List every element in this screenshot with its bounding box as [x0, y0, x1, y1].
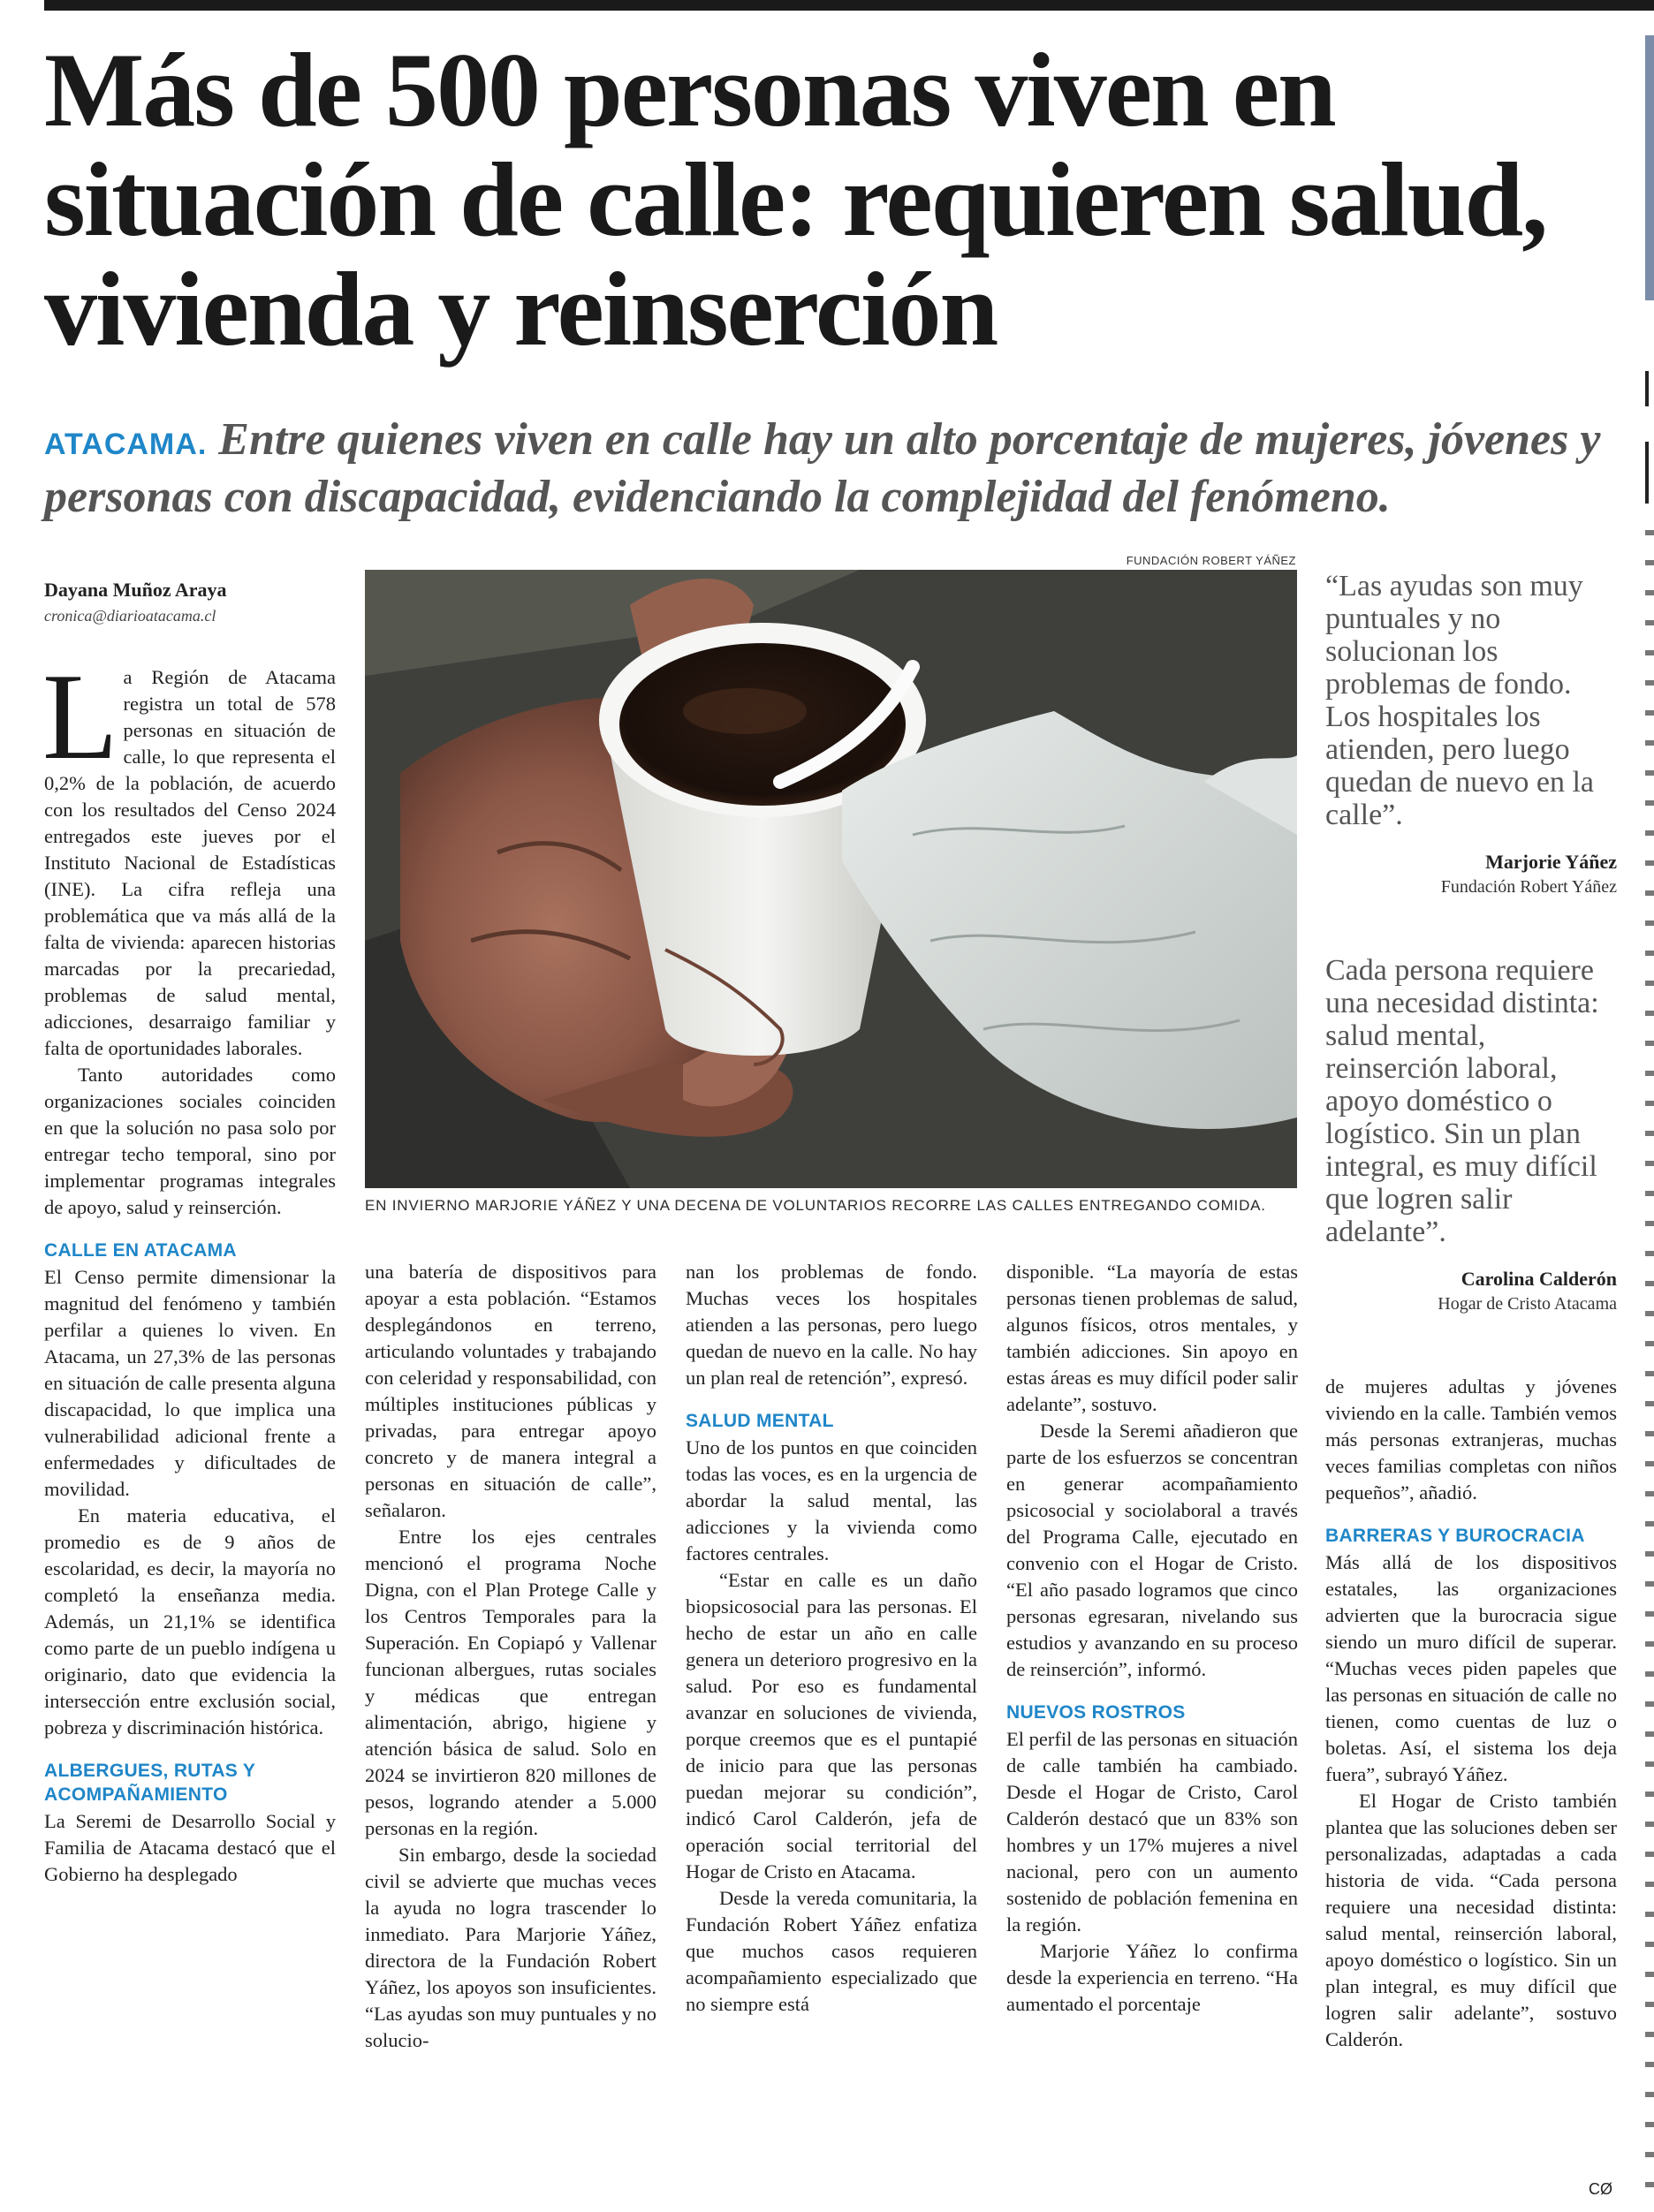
section-heading: SALUD MENTAL [686, 1411, 834, 1431]
article-paragraph: El perfil de las personas en situación de calle también ha cambiado. Desde el Hogar de Cristo, Carol Calderón destacó que un 83% son hombres y un 17% mujeres a nivel nacional, pero con un aumento sostenido de población femenina en la región. [1006, 1728, 1298, 1936]
pull-quote-name: Carolina Calderón [1461, 1268, 1617, 1290]
author-email: cronica@diarioatacama.cl [44, 607, 216, 625]
section-heading: ALBERGUES, RUTAS Y ACOMPAÑAMIENTO [44, 1761, 255, 1805]
article-paragraph: “Estar en calle es un daño biopsicosocial para las personas. El hecho de estar un año en calle genera un deterioro progresivo en la salud. Por eso es fundamental avanzar en soluciones de vivienda, porque creemos que es el puntapié de inicio para que las personas puedan mejorar su condición”, indicó Carol Calderón, jefa de operación social territorial del Hogar de Cristo en Atacama. [686, 1569, 977, 1882]
article-paragraph: disponible. “La mayoría de estas personas tienen problemas de salud, algunos físicos, otros mentales, y también adicciones. Sin apoyo en estas áreas es muy difícil poder salir adelante”, sostuvo. [1006, 1261, 1298, 1415]
photo-credit: FUNDACIÓN ROBERT YÁÑEZ [1126, 554, 1296, 567]
article-paragraph: Desde la Seremi añadieron que parte de los esfuerzos se concentran en generar acompañamiento psicosocial y sociolaboral a través del Programa Calle, ejecutado en convenio con el Hogar de Cristo. “El año pasado logramos que cinco personas egresaran, nivelando sus estudios y avanzando en su proceso de reinserción”, informó. [1006, 1420, 1298, 1680]
subhead [44, 413, 1635, 524]
pull-quote-text: “Las ayudas son muy puntuales y no solucionan los problemas de fondo. Los hospitales los atienden, pero luego quedan de nuevo en la calle”. [1325, 570, 1594, 831]
article-paragraph: Sin embargo, desde la sociedad civil se advierte que muchas veces la ayuda no logra trascender lo inmediato. Para Marjorie Yáñez, directora de la Fundación Robert Yáñez, los apoyos son insuficientes. “Las ayudas son muy puntuales y no solucio- [365, 1844, 656, 2051]
headline: Más de 500 personas viven en situación de calle: requieren salud, vivienda y reinserción [44, 31, 1547, 367]
pull-quote-org: Fundación Robert Yáñez [1440, 877, 1617, 897]
article-column-2 [365, 1259, 656, 2054]
article-paragraph: de mujeres adultas y jóvenes viviendo en la calle. También vemos más personas extranjeras, muchas veces familias completas con niños pequeños”, añadió. [1325, 1375, 1617, 1504]
article-paragraph: Más allá de los dispositivos estatales, las organizaciones advierten que la burocracia sigue siendo un muro difícil de superar. “Muchas veces piden papeles que las personas en situación de calle no tienen, como cuentas de luz o boletas. Así, el sistema los deja fuera”, subrayó Yáñez. [1325, 1551, 1617, 1785]
article-paragraph: El Hogar de Cristo también plantea que las soluciones deben ser personalizadas, adaptadas a cada historia de vida. “Cada persona requiere una necesidad distinta: salud mental, reinserción laboral, apoyo doméstico o logístico. Sin un plan integral, es muy difícil que logren salir adelante”, sostuvo Calderón. [1325, 1790, 1617, 2050]
hand-holding-cup-image [365, 570, 1297, 1188]
article-photo [365, 570, 1297, 1188]
subhead-kicker: ATACAMA. [44, 428, 208, 461]
pull-quote-yanez [1325, 570, 1617, 898]
adjacent-page-edge [1645, 35, 1654, 2191]
article-paragraph: La Región de Atacama registra un total de 578 personas en situación de calle, lo que representa el 0,2% de la población, de acuerdo con los resultados del Censo 2024 entregados este jueves por el Instituto Nacional de Estadísticas (INE). La cifra refleja una problemática que va más allá de la falta de vivienda: aparecen historias marcadas por la precariedad, problemas de salud mental, adicciones, desarraigo familiar y falta de oportunidades laborales. [42, 648, 336, 1059]
section-heading: NUEVOS ROSTROS [1006, 1702, 1186, 1723]
article-paragraph: Desde la vereda comunitaria, la Fundación Robert Yáñez enfatiza que muchos casos requieren acompañamiento especializado que no siempre está [686, 1887, 977, 2015]
pull-quote-text: Cada persona requiere una necesidad distinta: salud mental, reinserción laboral, apoyo doméstico o logístico. Sin un plan integral, es muy difícil que logren salir adelante”. [1325, 954, 1599, 1248]
article-paragraph: Uno de los puntos en que coinciden todas las voces, es en la urgencia de abordar la salud mental, las adicciones y la vivienda como factores centrales. [686, 1436, 977, 1564]
article-paragraph: En materia educativa, el promedio es de 9 años de escolaridad, es decir, la mayoría no completó la enseñanza media. Además, un 21,1% se identifica como parte de un pueblo indígena u originario, dato que evidencia la intersección entre exclusión social, pobreza y discriminación histórica. [44, 1504, 336, 1739]
end-mark: CØ [1589, 2180, 1612, 2198]
article-paragraph: una batería de dispositivos para apoyar a esta población. “Estamos desplegándonos en terreno, articulando voluntades y trabajando con celeridad y responsabilidad, con múltiples instituciones públicas y privadas, para entregar apoyo concreto y de manera integral a personas en situación de calle”, señalaron. [365, 1261, 656, 1521]
drop-cap: L [42, 648, 118, 785]
article-column-1 [42, 648, 336, 1888]
pull-quote-calderon [1325, 954, 1617, 1314]
pull-quote-org: Hogar de Cristo Atacama [1438, 1294, 1617, 1314]
top-rule [44, 0, 1654, 11]
byline [44, 579, 336, 625]
photo-caption: EN INVIERNO MARJORIE YÁÑEZ Y UNA DECENA DE VOLUNTARIOS RECORRE LAS CALLES ENTREGANDO COMIDA. [365, 1197, 1266, 1214]
subhead-text: Entre quienes viven en calle hay un alto porcentaje de mujeres, jóvenes y personas con discapacidad, evidenciando la complejidad del fenómeno. [44, 414, 1601, 522]
article-column-3 [686, 1259, 977, 2018]
article-paragraph: El Censo permite dimensionar la magnitud del fenómeno y también perfilar a quienes lo viven. En Atacama, un 27,3% de las personas en situación de calle presenta alguna discapacidad, lo que implica una vulnerabilidad adicional frente a enfermedades y dificultades de movilidad. [44, 1266, 336, 1500]
section-heading: BARRERAS Y BUROCRACIA [1325, 1526, 1585, 1546]
article-column-4 [1006, 1259, 1298, 2018]
article-paragraph: La Seremi de Desarrollo Social y Familia de Atacama destacó que el Gobierno ha desplegado [44, 1810, 336, 1885]
article-paragraph: Marjorie Yáñez lo confirma desde la experiencia en terreno. “Ha aumentado el porcentaje [1006, 1940, 1298, 2015]
article-column-5 [1325, 1374, 1617, 2053]
article-paragraph: nan los problemas de fondo. Muchas veces los hospitales atienden a las personas, pero luego quedan de nuevo en la calle. No hay un plan real de retención”, expresó. [686, 1261, 977, 1389]
section-heading: CALLE EN ATACAMA [44, 1240, 237, 1261]
article-paragraph: Tanto autoridades como organizaciones sociales coinciden en que la solución no pasa solo por entregar techo temporal, sino por implementar programas integrales de apoyo, salud y reinserción. [44, 1064, 336, 1218]
article-paragraph: Entre los ejes centrales mencionó el programa Noche Digna, con el Plan Protege Calle y los Centros Temporales para la Superación. En Copiapó y Vallenar funcionan albergues, rutas sociales y médicas que entregan alimentación, abrigo, higiene y atención básica de salud. Solo en 2024 se invirtieron 820 millones de pesos, logrando atender a 5.000 personas en la región. [365, 1526, 656, 1839]
pull-quote-name: Marjorie Yáñez [1485, 851, 1617, 873]
author-name: Dayana Muñoz Araya [44, 579, 227, 601]
